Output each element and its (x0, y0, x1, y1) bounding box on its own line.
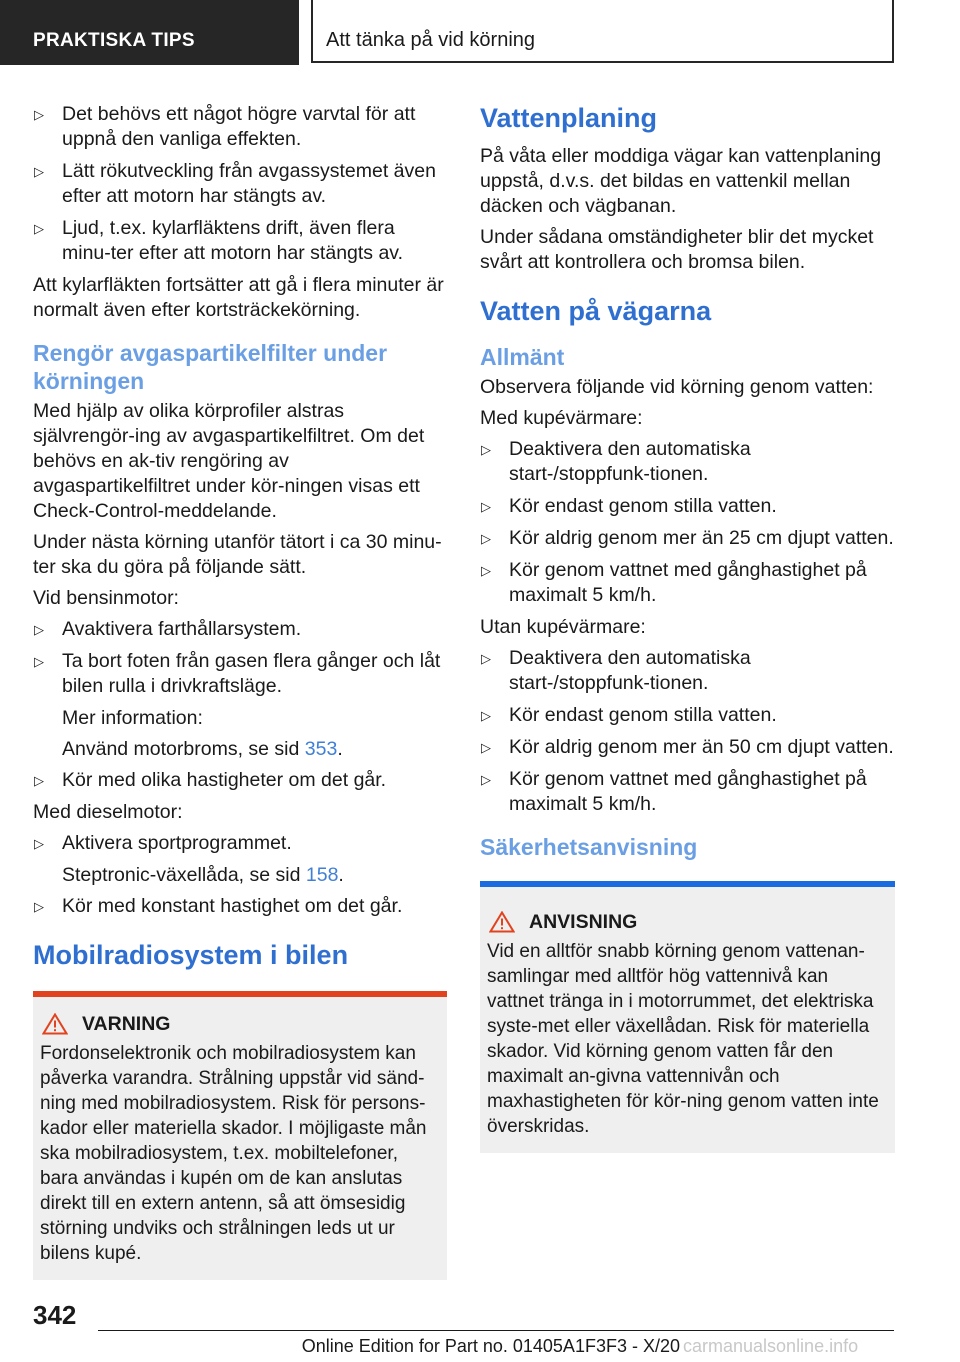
list-item: ▷ Lätt rökutveckling från avgassystemet även efter att motorn har stängts av. (34, 160, 436, 207)
list-item: ▷ Kör aldrig genom mer än 50 cm djupt vatten. (481, 736, 894, 758)
warning-triangle-icon (489, 911, 515, 933)
section-heading-safety: Säkerhetsanvisning (480, 834, 698, 860)
steptronic-reference: Steptronic-växellåda, se sid 158. (62, 864, 344, 886)
list-item: ▷ Aktivera sportprogrammet. (34, 832, 292, 854)
warning-header (40, 1011, 437, 1037)
paragraph: På våta eller moddiga vägar kan vattenplaning uppstå, d.v.s. det bildas en vattenkil mellan däcken och vägbanan. (480, 145, 882, 217)
engine-brake-reference: Använd motorbroms, se sid 353. (62, 738, 343, 760)
paragraph: Under sådana omständigheter blir det mycket svårt att kontrollera och bromsa bilen. (480, 226, 874, 273)
paragraph: Att kylarfläkten fortsätter att gå i flera minuter är normalt även efter kortsträckekörning. (33, 274, 444, 321)
notice-box (480, 881, 895, 1153)
with-heater-list (480, 437, 895, 608)
footer-edition: Online Edition for Part no. 01405A1F3F3 - X/20 (301, 1336, 680, 1356)
list-item: ▷ Ljud, t.ex. kylarfläktens drift, även flera minu‐ter efter att motorn har stängts av. (34, 217, 404, 264)
list-item: ▷ Kör genom vattnet med gånghastighet på maximalt 5 km/h. (481, 559, 867, 606)
triangle-bullet-icon: ▷ (481, 772, 491, 787)
section-heading-aquaplaning: Vattenplaning (480, 103, 658, 133)
diesel-label: Med dieselmotor: (33, 801, 183, 823)
list-item: ▷ Deaktivera den automatiska start-/stoppfunk‐tionen. (481, 647, 751, 694)
page-link-353[interactable]: 353 (304, 738, 338, 760)
warning-label: VARNING (82, 1013, 171, 1035)
petrol-list-continued (33, 768, 447, 793)
notice-label: ANVISNING (529, 911, 638, 933)
warning-box (33, 991, 447, 1280)
paragraph: Observera följande vid körning genom vatten: (480, 376, 874, 398)
watermark-text: carmanualsonline.info (683, 1336, 859, 1356)
list-item: ▷ Kör endast genom stilla vatten. (481, 495, 777, 517)
list-item: ▷ Kör med olika hastigheter om det går. (34, 769, 387, 791)
more-info-label: Mer information: (62, 707, 203, 729)
triangle-bullet-icon: ▷ (34, 773, 44, 788)
notice-text: Vid en alltför snabb körning genom vattenan‐samlingar med alltför hög vattennivå kan vattnet tränga in i motorrummet, det elektriska syste‐met eller växellådan. Risk för materiella skador. Vid körning genom vatten får den maximalt an‐givna vattennivån och maxhastigheten för kör‐ning genom vatten inte överskridas. (487, 941, 879, 1137)
warning-triangle-icon (42, 1013, 68, 1035)
petrol-list (33, 617, 447, 699)
triangle-bullet-icon: ▷ (34, 221, 44, 236)
footer-divider (98, 1330, 894, 1331)
triangle-bullet-icon: ▷ (34, 164, 44, 179)
without-heater-list (480, 646, 895, 817)
section-heading-clean-filter: Rengör avgaspartikelfilter under körningen (33, 340, 388, 394)
diesel-list-continued (33, 894, 447, 919)
triangle-bullet-icon: ▷ (481, 499, 491, 514)
paragraph: Med hjälp av olika körprofiler alstras självrengör‐ing av avgaspartikelfiltret. Om det behövs en ak‐tiv rengöring av avgaspartikelfiltret under kör‐ningen visas ett Check-Control-meddelande. (33, 400, 425, 522)
effects-list (33, 102, 447, 266)
page-link-158[interactable]: 158 (305, 864, 339, 886)
section-heading-radio: Mobilradiosystem i bilen (33, 940, 349, 970)
page-number: 342 (33, 1300, 77, 1330)
triangle-bullet-icon: ▷ (34, 836, 44, 851)
list-item: ▷ Det behövs ett något högre varvtal för att uppnå den vanliga effekten. (34, 103, 416, 150)
list-item: ▷ Kör aldrig genom mer än 25 cm djupt vatten. (481, 527, 894, 549)
list-item: ▷ Kör genom vattnet med gånghastighet på maximalt 5 km/h. (481, 768, 867, 815)
without-heater-label: Utan kupévärmare: (480, 616, 646, 638)
diesel-list (33, 831, 447, 856)
triangle-bullet-icon: ▷ (481, 708, 491, 723)
list-item: ▷ Ta bort foten från gasen flera gånger och låt bilen rulla i drivkraftsläge. (34, 650, 441, 697)
triangle-bullet-icon: ▷ (34, 622, 44, 637)
list-item: ▷ Kör endast genom stilla vatten. (481, 704, 777, 726)
triangle-bullet-icon: ▷ (481, 442, 491, 457)
paragraph: Under nästa körning utanför tätort i ca 30 minu‐ter ska du göra på följande sätt. (33, 531, 442, 578)
warning-text: Fordonselektronik och mobilradiosystem kan påverka varandra. Strålning uppstår vid sänd‐ning med mobilradiosystem. Risk för persons‐kador eller materiella skador. I möjligaste mån ska mobilradiosystem, t.ex. mobiltelefoner, bara användas i kupén om de kan anslutas direkt till en extern antenn, så att ömsesidig störning undviks och strålningen leds ut ur bilens kupé. (40, 1043, 427, 1264)
header-title: Att tänka på vid körning (326, 29, 536, 51)
triangle-bullet-icon: ▷ (34, 107, 44, 122)
petrol-label: Vid bensinmotor: (33, 587, 179, 609)
right-column (480, 102, 895, 1153)
triangle-bullet-icon: ▷ (34, 899, 44, 914)
list-item: ▷ Avaktivera farthållarsystem. (34, 618, 302, 640)
triangle-bullet-icon: ▷ (481, 651, 491, 666)
triangle-bullet-icon: ▷ (481, 740, 491, 755)
with-heater-label: Med kupévärmare: (480, 407, 643, 429)
header-section-label: PRAKTISKA TIPS (33, 30, 195, 51)
notice-header (487, 909, 885, 935)
triangle-bullet-icon: ▷ (481, 563, 491, 578)
list-item: ▷ Kör med konstant hastighet om det går. (34, 895, 403, 917)
triangle-bullet-icon: ▷ (34, 654, 44, 669)
list-item: ▷ Deaktivera den automatiska start-/stoppfunk‐tionen. (481, 438, 751, 485)
section-heading-general: Allmänt (480, 344, 565, 370)
left-column (33, 102, 447, 1280)
triangle-bullet-icon: ▷ (481, 531, 491, 546)
section-heading-water-on-roads: Vatten på vägarna (480, 296, 712, 326)
